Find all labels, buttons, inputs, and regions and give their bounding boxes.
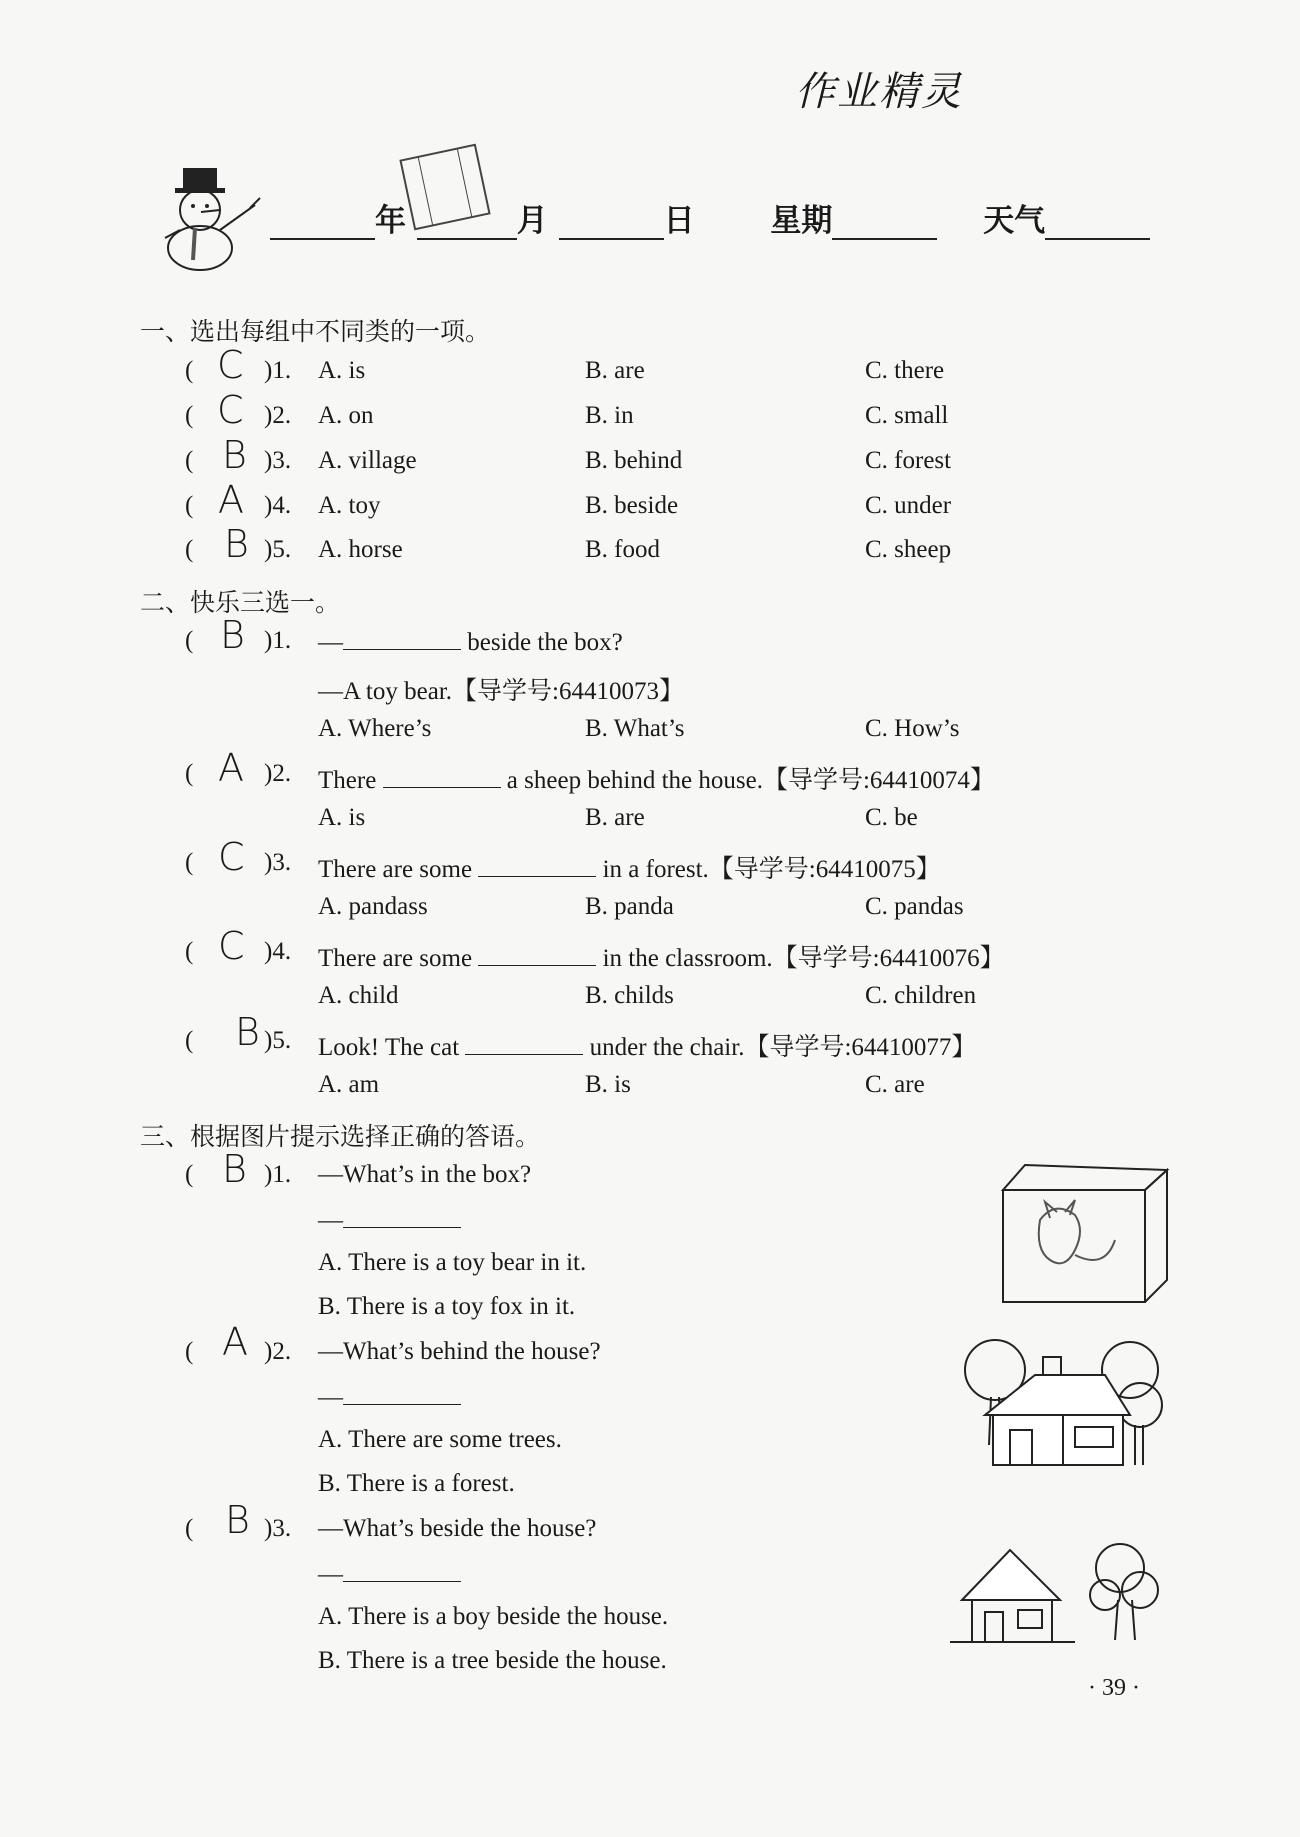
year-blank (270, 208, 375, 240)
option-a: A. am (318, 1071, 380, 1098)
paren-open: ( (185, 760, 194, 787)
handwritten-answer: C (218, 924, 245, 968)
option-a: A. There are some trees. (318, 1426, 562, 1453)
option-b: B. behind (585, 447, 683, 474)
question-stem (318, 760, 995, 796)
question-stem: —What’s beside the house? (318, 1515, 597, 1542)
option-c: C. forest (865, 447, 952, 474)
snowman-illustration (135, 160, 275, 275)
option-a: A. Where’s (318, 715, 432, 742)
month-blank (417, 208, 517, 240)
page-number: · 39 · (1088, 1675, 1140, 1701)
option-c: C. sheep (865, 536, 952, 563)
stem-pre: — (318, 629, 343, 656)
paren-open: ( (185, 1515, 194, 1542)
option-b: B. food (585, 536, 660, 563)
option-a: A. is (318, 357, 366, 384)
option-c: C. under (865, 492, 952, 519)
handwritten-answer: B (225, 1498, 250, 1542)
option-b: B. childs (585, 982, 674, 1009)
handwritten-answer: C (217, 388, 244, 432)
option-a: A. toy (318, 492, 381, 519)
question-number: )1. (264, 627, 292, 654)
option-a: A. pandass (318, 893, 428, 920)
stem-post: beside the box? (461, 629, 623, 656)
option-b: B. is (585, 1071, 631, 1098)
handwritten-answer: A (218, 478, 244, 522)
paren-open: ( (185, 849, 194, 876)
option-a: A. village (318, 447, 417, 474)
question-number: )5. (264, 536, 292, 563)
handwritten-answer: B (222, 1147, 247, 1191)
brand-logo: 作业精灵 (795, 69, 963, 115)
question-number: )1. (264, 357, 292, 384)
option-a: A. child (318, 982, 399, 1009)
question-number: )2. (264, 760, 292, 787)
stem-pre: Look! The cat (318, 1034, 466, 1061)
answer-blank (465, 1032, 583, 1055)
paren-open: ( (185, 492, 194, 519)
answer-blank (343, 1382, 461, 1405)
option-b: B. are (585, 357, 645, 384)
option-b: B. There is a toy fox in it. (318, 1293, 576, 1320)
weekday-label: 星期 (770, 203, 833, 239)
handwritten-answer: C (217, 343, 244, 387)
stem-post: a sheep behind the house.【导学号:64410074】 (500, 767, 995, 794)
paren-open: ( (185, 402, 194, 429)
dash: — (318, 1207, 343, 1234)
house-with-tree-beside-illustration (950, 1540, 1175, 1645)
option-b: B. What’s (585, 715, 685, 742)
option-b: B. There is a tree beside the house. (318, 1647, 667, 1674)
handwritten-answer: B (235, 1010, 260, 1054)
question-number: )2. (264, 1338, 292, 1365)
answer-blank (343, 627, 461, 650)
question-stem (318, 849, 941, 885)
option-c: C. How’s (865, 715, 960, 742)
stem-pre: There (318, 767, 383, 794)
question-number: )4. (264, 492, 292, 519)
weekday-blank (832, 208, 937, 240)
handwritten-answer: A (222, 1320, 248, 1364)
handwritten-answer: B (222, 433, 247, 477)
stem-pre: There are some (318, 856, 479, 883)
paren-open: ( (185, 1338, 194, 1365)
option-a: A. on (318, 402, 374, 429)
section-3-title: 三、根据图片提示选择正确的答语。 (140, 1122, 541, 1151)
weather-blank (1045, 208, 1150, 240)
answer-line (318, 1382, 461, 1412)
option-a: A. There is a toy bear in it. (318, 1249, 587, 1276)
question-number: )4. (264, 938, 292, 965)
handwritten-answer: C (218, 835, 245, 879)
paren-open: ( (185, 938, 194, 965)
question-number: )3. (264, 1515, 292, 1542)
handwritten-answer: A (218, 746, 244, 790)
weather-label: 天气 (983, 203, 1046, 239)
option-c: C. are (865, 1071, 925, 1098)
paren-open: ( (185, 357, 194, 384)
handwritten-answer: B (220, 613, 245, 657)
question-stem (318, 938, 1005, 974)
question-stem: —What’s behind the house? (318, 1338, 601, 1365)
month-label: 月 (516, 203, 548, 239)
option-b: B. beside (585, 492, 679, 519)
answer-blank (343, 1559, 461, 1582)
option-c: C. small (865, 402, 949, 429)
section-2-title: 二、快乐三选一。 (140, 588, 341, 617)
question-number: )1. (264, 1161, 292, 1188)
option-b: B. panda (585, 893, 674, 920)
option-c: C. there (865, 357, 945, 384)
answer-line (318, 1205, 461, 1235)
question-number: )3. (264, 849, 292, 876)
stem-post: in a forest.【导学号:64410075】 (596, 856, 941, 883)
house-with-trees-illustration (955, 1335, 1170, 1470)
answer-blank (343, 1205, 461, 1228)
box-with-fox-illustration (995, 1160, 1175, 1310)
answer-line (318, 1559, 461, 1589)
paren-open: ( (185, 1027, 194, 1054)
answer-blank (383, 765, 501, 788)
paren-open: ( (185, 627, 194, 654)
section-1-title: 一、选出每组中不同类的一项。 (140, 317, 491, 346)
date-header (270, 195, 1150, 240)
option-a: A. is (318, 804, 366, 831)
dash: — (318, 1384, 343, 1411)
question-subline: —A toy bear.【导学号:64410073】 (318, 678, 684, 705)
stem-pre: There are some (318, 945, 479, 972)
option-c: C. children (865, 982, 977, 1009)
dash: — (318, 1561, 343, 1588)
day-label: 日 (663, 203, 695, 239)
question-number: )3. (264, 447, 292, 474)
paren-open: ( (185, 536, 194, 563)
question-stem (318, 1027, 976, 1063)
paren-open: ( (185, 1161, 194, 1188)
question-stem: —What’s in the box? (318, 1161, 532, 1188)
option-b: B. are (585, 804, 645, 831)
year-label: 年 (375, 203, 406, 239)
option-a: A. There is a boy beside the house. (318, 1603, 669, 1630)
option-c: C. be (865, 804, 918, 831)
day-blank (559, 208, 664, 240)
option-b: B. There is a forest. (318, 1470, 515, 1497)
stem-post: in the classroom.【导学号:64410076】 (596, 945, 1005, 972)
stem-post: under the chair.【导学号:64410077】 (583, 1034, 977, 1061)
paren-open: ( (185, 447, 194, 474)
handwritten-answer: B (224, 522, 249, 566)
question-stem (318, 627, 623, 657)
answer-blank (478, 854, 596, 877)
question-number: )5. (264, 1027, 292, 1054)
option-c: C. pandas (865, 893, 964, 920)
option-b: B. in (585, 402, 634, 429)
question-number: )2. (264, 402, 292, 429)
option-a: A. horse (318, 536, 403, 563)
answer-blank (478, 943, 596, 966)
